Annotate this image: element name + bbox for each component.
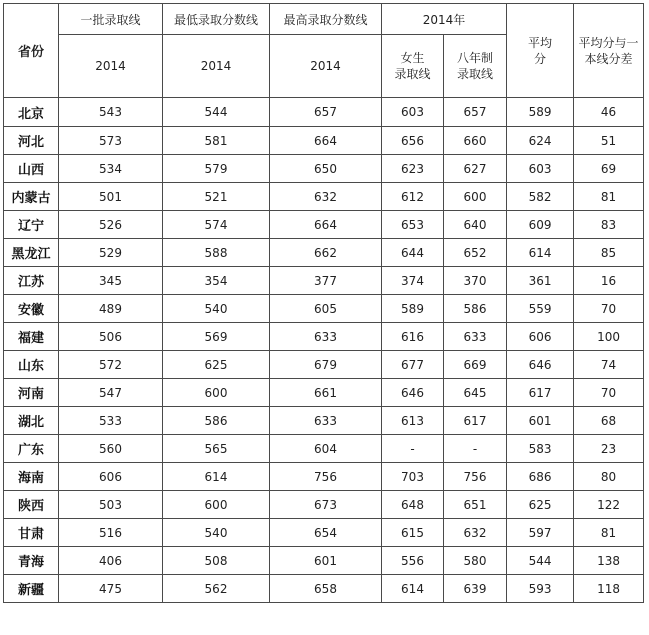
female-line-cell: 614 (382, 575, 444, 603)
eight-year-cell: 580 (444, 547, 507, 575)
female-line-cell: 613 (382, 407, 444, 435)
eight-year-cell: 645 (444, 379, 507, 407)
first-batch-cell: 533 (59, 407, 163, 435)
table-row (4, 351, 644, 379)
first-batch-cell: 506 (59, 323, 163, 351)
first-batch-cell: 534 (59, 155, 163, 183)
female-line-cell: 646 (382, 379, 444, 407)
female-line-cell: 615 (382, 519, 444, 547)
province-cell: 河北 (4, 127, 59, 155)
eight-year-line2: 录取线 (457, 67, 494, 81)
female-line-cell: 703 (382, 463, 444, 491)
max-score-year: 2014 (270, 35, 382, 98)
eight-year-cell: 651 (444, 491, 507, 519)
first-batch-cell: 489 (59, 295, 163, 323)
avg-diff-cell: 23 (574, 435, 644, 463)
first-batch-header: 一批录取线 (59, 4, 163, 35)
average-cell: 646 (507, 351, 574, 379)
province-cell: 新疆 (4, 575, 59, 603)
min-score-cell: 581 (163, 127, 270, 155)
max-score-cell: 756 (270, 463, 382, 491)
eight-year-cell: 652 (444, 239, 507, 267)
min-score-cell: 586 (163, 407, 270, 435)
first-batch-cell: 529 (59, 239, 163, 267)
max-score-cell: 604 (270, 435, 382, 463)
avg-diff-cell: 122 (574, 491, 644, 519)
avg-diff-cell: 81 (574, 519, 644, 547)
admission-score-table (3, 3, 644, 603)
table-row (4, 547, 644, 575)
female-line-cell: 556 (382, 547, 444, 575)
province-cell: 山东 (4, 351, 59, 379)
max-score-cell: 601 (270, 547, 382, 575)
min-score-cell: 574 (163, 211, 270, 239)
first-batch-cell: 526 (59, 211, 163, 239)
province-cell: 海南 (4, 463, 59, 491)
first-batch-cell: 573 (59, 127, 163, 155)
province-cell: 甘肃 (4, 519, 59, 547)
max-score-cell: 679 (270, 351, 382, 379)
avg-diff-cell: 16 (574, 267, 644, 295)
min-score-cell: 614 (163, 463, 270, 491)
province-cell: 广东 (4, 435, 59, 463)
average-cell: 544 (507, 547, 574, 575)
eight-year-cell: 756 (444, 463, 507, 491)
table-row (4, 98, 644, 127)
avg-diff-cell: 81 (574, 183, 644, 211)
table-row (4, 127, 644, 155)
avg-diff-cell: 70 (574, 379, 644, 407)
table-row (4, 379, 644, 407)
first-batch-cell: 547 (59, 379, 163, 407)
min-score-cell: 540 (163, 519, 270, 547)
average-cell: 601 (507, 407, 574, 435)
female-line-cell: 612 (382, 183, 444, 211)
female-line-cell: 623 (382, 155, 444, 183)
average-cell: 583 (507, 435, 574, 463)
header-row-top (4, 4, 644, 35)
province-cell: 福建 (4, 323, 59, 351)
min-score-cell: 354 (163, 267, 270, 295)
table-row (4, 323, 644, 351)
eight-year-cell: 640 (444, 211, 507, 239)
average-header-line2: 分 (534, 51, 547, 66)
table-body (4, 98, 644, 603)
max-score-cell: 673 (270, 491, 382, 519)
province-cell: 陕西 (4, 491, 59, 519)
eight-year-cell: 627 (444, 155, 507, 183)
table-row (4, 575, 644, 603)
max-score-cell: 633 (270, 407, 382, 435)
province-cell: 辽宁 (4, 211, 59, 239)
average-cell: 597 (507, 519, 574, 547)
first-batch-cell: 503 (59, 491, 163, 519)
eight-year-cell: - (444, 435, 507, 463)
table-row (4, 239, 644, 267)
table-row (4, 211, 644, 239)
average-cell: 603 (507, 155, 574, 183)
min-score-cell: 588 (163, 239, 270, 267)
table-row (4, 435, 644, 463)
province-cell: 青海 (4, 547, 59, 575)
max-score-cell: 377 (270, 267, 382, 295)
avg-diff-cell: 46 (574, 98, 644, 127)
province-cell: 内蒙古 (4, 183, 59, 211)
female-line-cell: 648 (382, 491, 444, 519)
min-score-cell: 600 (163, 379, 270, 407)
max-score-cell: 662 (270, 239, 382, 267)
female-line-cell: 677 (382, 351, 444, 379)
table-row (4, 295, 644, 323)
eight-year-cell: 617 (444, 407, 507, 435)
average-cell: 589 (507, 98, 574, 127)
min-score-year: 2014 (163, 35, 270, 98)
female-line-line1: 女生 (400, 51, 425, 65)
first-batch-cell: 406 (59, 547, 163, 575)
province-header: 省份 (4, 4, 59, 98)
avg-diff-cell: 68 (574, 407, 644, 435)
avg-diff-cell: 80 (574, 463, 644, 491)
female-line-cell: 374 (382, 267, 444, 295)
eight-year-line1: 八年制 (457, 51, 494, 65)
first-batch-cell: 606 (59, 463, 163, 491)
average-cell: 606 (507, 323, 574, 351)
female-line-cell: 589 (382, 295, 444, 323)
table-row (4, 267, 644, 295)
eight-year-cell: 586 (444, 295, 507, 323)
avg-diff-header-line1: 平均分与一 (578, 35, 639, 50)
female-line-cell: 603 (382, 98, 444, 127)
eight-year-line-header (444, 35, 507, 98)
max-score-cell: 633 (270, 323, 382, 351)
average-cell: 582 (507, 183, 574, 211)
max-score-cell: 658 (270, 575, 382, 603)
min-score-cell: 569 (163, 323, 270, 351)
min-score-cell: 544 (163, 98, 270, 127)
min-score-header: 最低录取分数线 (163, 4, 270, 35)
avg-diff-cell: 100 (574, 323, 644, 351)
average-header-line1: 平均 (528, 35, 553, 50)
first-batch-cell: 475 (59, 575, 163, 603)
average-header (507, 4, 574, 98)
eight-year-cell: 370 (444, 267, 507, 295)
avg-diff-header-line2: 本线分差 (584, 51, 633, 66)
table-row (4, 155, 644, 183)
average-cell: 625 (507, 491, 574, 519)
avg-diff-cell: 118 (574, 575, 644, 603)
province-cell: 江苏 (4, 267, 59, 295)
eight-year-cell: 600 (444, 183, 507, 211)
avg-diff-cell: 74 (574, 351, 644, 379)
min-score-cell: 625 (163, 351, 270, 379)
table-row (4, 463, 644, 491)
table-row (4, 407, 644, 435)
province-cell: 黑龙江 (4, 239, 59, 267)
female-line-cell: 644 (382, 239, 444, 267)
avg-diff-cell: 69 (574, 155, 644, 183)
max-score-cell: 664 (270, 127, 382, 155)
province-cell: 河南 (4, 379, 59, 407)
first-batch-cell: 543 (59, 98, 163, 127)
eight-year-cell: 657 (444, 98, 507, 127)
female-line-cell: - (382, 435, 444, 463)
max-score-cell: 664 (270, 211, 382, 239)
province-cell: 山西 (4, 155, 59, 183)
table-row (4, 183, 644, 211)
max-score-cell: 657 (270, 98, 382, 127)
avg-diff-cell: 138 (574, 547, 644, 575)
female-line-line2: 录取线 (394, 67, 431, 81)
average-cell: 593 (507, 575, 574, 603)
average-cell: 617 (507, 379, 574, 407)
min-score-cell: 579 (163, 155, 270, 183)
avg-diff-cell: 51 (574, 127, 644, 155)
first-batch-cell: 516 (59, 519, 163, 547)
min-score-cell: 600 (163, 491, 270, 519)
first-batch-cell: 345 (59, 267, 163, 295)
max-score-cell: 650 (270, 155, 382, 183)
first-batch-cell: 501 (59, 183, 163, 211)
min-score-cell: 521 (163, 183, 270, 211)
average-cell: 686 (507, 463, 574, 491)
first-batch-cell: 572 (59, 351, 163, 379)
avg-diff-cell: 70 (574, 295, 644, 323)
max-score-cell: 654 (270, 519, 382, 547)
max-score-cell: 605 (270, 295, 382, 323)
province-cell: 湖北 (4, 407, 59, 435)
min-score-cell: 540 (163, 295, 270, 323)
female-line-cell: 656 (382, 127, 444, 155)
female-line-header (382, 35, 444, 98)
province-cell: 北京 (4, 98, 59, 127)
average-cell: 559 (507, 295, 574, 323)
eight-year-cell: 633 (444, 323, 507, 351)
eight-year-cell: 669 (444, 351, 507, 379)
average-cell: 624 (507, 127, 574, 155)
max-score-cell: 632 (270, 183, 382, 211)
average-cell: 609 (507, 211, 574, 239)
eight-year-cell: 639 (444, 575, 507, 603)
min-score-cell: 562 (163, 575, 270, 603)
female-line-cell: 653 (382, 211, 444, 239)
avg-diff-cell: 85 (574, 239, 644, 267)
year-group-header: 2014年 (382, 4, 507, 35)
average-cell: 614 (507, 239, 574, 267)
max-score-header: 最高录取分数线 (270, 4, 382, 35)
eight-year-cell: 632 (444, 519, 507, 547)
avg-diff-header (574, 4, 644, 98)
average-cell: 361 (507, 267, 574, 295)
min-score-cell: 508 (163, 547, 270, 575)
table-row (4, 491, 644, 519)
eight-year-cell: 660 (444, 127, 507, 155)
province-cell: 安徽 (4, 295, 59, 323)
min-score-cell: 565 (163, 435, 270, 463)
avg-diff-cell: 83 (574, 211, 644, 239)
max-score-cell: 661 (270, 379, 382, 407)
table-row (4, 519, 644, 547)
first-batch-cell: 560 (59, 435, 163, 463)
female-line-cell: 616 (382, 323, 444, 351)
first-batch-year: 2014 (59, 35, 163, 98)
